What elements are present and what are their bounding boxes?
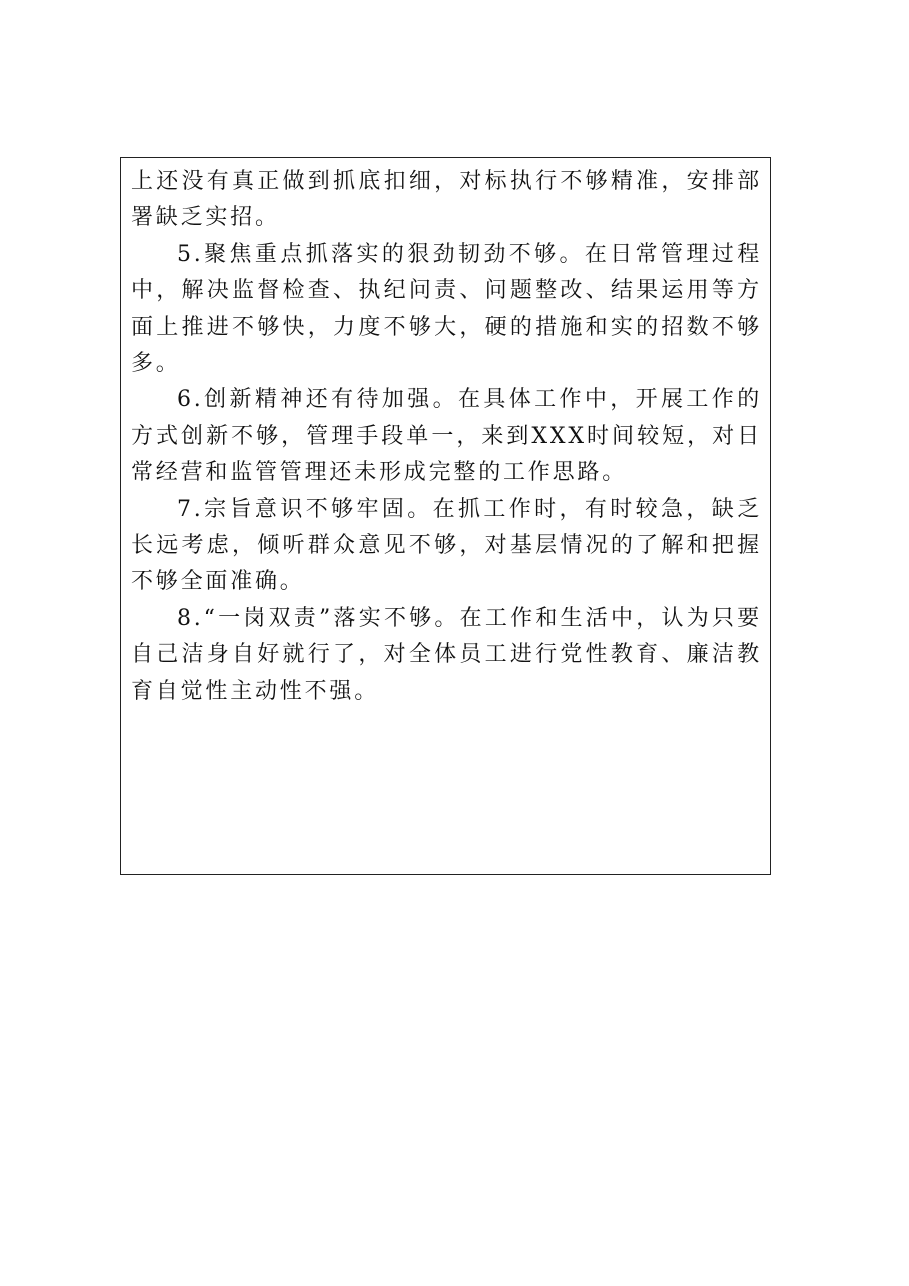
paragraph-item-6: 6.创新精神还有待加强。在具体工作中，开展工作的方式创新不够，管理手段单一，来到XXX时间较短，对日常经营和监管管理还未形成完整的工作思路。: [131, 387, 762, 486]
document-text-box: [120, 157, 771, 875]
paragraph-item-8: 8.“一岗双责”落实不够。在工作和生活中，认为只要自己洁身自好就行了，对全体员工进行党性教育、廉洁教育自觉性主动性不强。: [131, 605, 762, 704]
paragraph-item-7: 7.宗旨意识不够牢固。在抓工作时，有时较急，缺乏长远考虑，倾听群众意见不够，对基层情况的了解和把握不够全面准确。: [131, 496, 762, 595]
paragraph-item-5: 5.聚焦重点抓落实的狠劲韧劲不够。在日常管理过程中，解决监督检查、执纪问责、问题整改、结果运用等方面上推进不够快，力度不够大，硬的措施和实的招数不够多。: [131, 241, 762, 377]
paragraph-continuation: 上还没有真正做到抓底扣细，对标执行不够精准，安排部署缺乏实招。: [131, 169, 762, 231]
